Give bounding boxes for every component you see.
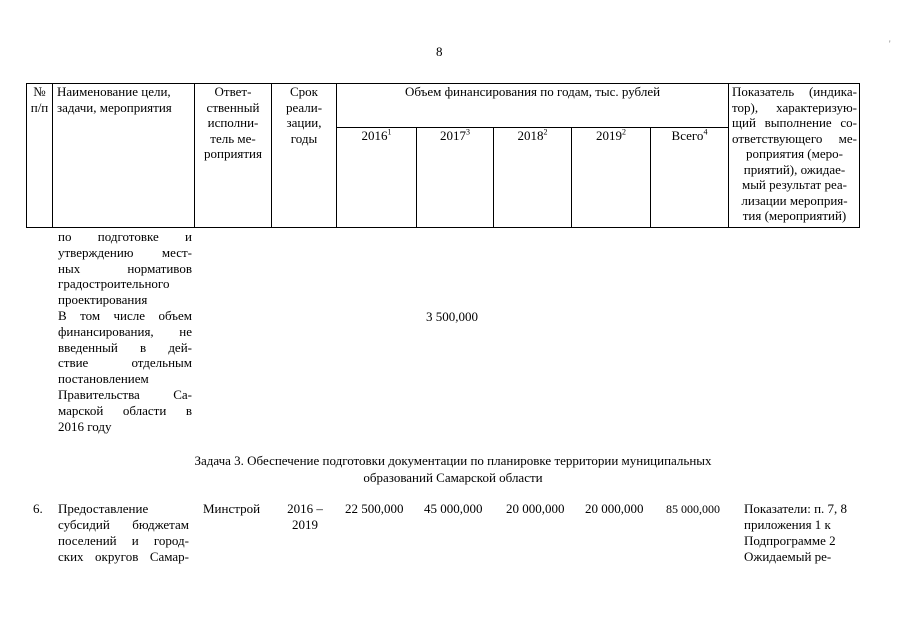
row6-num: 6. <box>33 501 43 516</box>
row6-2016: 22 500,000 <box>345 501 404 516</box>
row6-2019: 20 000,000 <box>585 501 644 516</box>
header-num-line: п/п <box>30 99 49 115</box>
year-label: 2019 <box>596 128 622 143</box>
header-indicator-line: приятий), ожидае- <box>743 161 846 177</box>
row6-indicator-line: Ожидаемый ре- <box>744 549 832 564</box>
row6-indicator <box>744 501 874 565</box>
header-term <box>272 84 337 228</box>
row6-total: 85 000,000 <box>666 502 720 516</box>
header-indicator-line: ответствующего ме- <box>732 130 857 146</box>
header-executor-line: ственный <box>206 99 260 115</box>
row6-desc-line: субсидий бюджетам <box>58 517 189 532</box>
row6-desc-line: поселений и город- <box>58 533 189 548</box>
continuation-line: В том числе объем <box>58 307 192 323</box>
row6-2017: 45 000,000 <box>424 501 483 516</box>
continuation-line: финансирования, не <box>58 323 192 339</box>
header-num <box>27 84 53 228</box>
header-year-2016 <box>337 128 417 228</box>
row6-indicator-line: Показатели: п. 7, 8 <box>744 501 848 516</box>
year-footnote: 1 <box>387 127 392 137</box>
header-term-line: реали- <box>285 99 323 115</box>
year-label: 2018 <box>517 128 544 143</box>
continuation-line: марской области в <box>58 402 192 418</box>
header-indicator-line: лизации мероприя- <box>741 192 848 208</box>
header-name <box>53 84 195 228</box>
header-term-line: зации, <box>286 115 322 130</box>
row6-desc <box>58 501 189 565</box>
continuation-line: введенный в дей- <box>58 339 192 355</box>
continuation-line: проектирования <box>58 292 148 308</box>
row6-desc-line: ских округов Самар- <box>58 549 189 564</box>
continuation-line: ных нормативов <box>58 260 192 276</box>
header-indicator-line: тор), характеризую- <box>732 99 857 115</box>
row6-indicator-line: приложения 1 к <box>744 517 831 532</box>
year-label: 2017 <box>440 128 466 143</box>
header-term-line: годы <box>290 130 318 146</box>
row6-term-line: 2016 – <box>287 501 323 516</box>
task-heading <box>160 452 746 486</box>
continuation-line: утверждению мест- <box>58 244 192 260</box>
year-footnote: 4 <box>703 127 708 137</box>
year-footnote: 3 <box>466 127 470 137</box>
year-label: 2016 <box>361 128 388 143</box>
row6-desc-line: Предоставление <box>58 501 149 516</box>
continuation-line: Правительства Са- <box>58 386 192 402</box>
header-funding <box>337 84 729 128</box>
year-label: Всего <box>671 128 704 143</box>
header-table <box>26 83 860 228</box>
row6-indicator-line: Подпрограмме 2 <box>744 533 836 548</box>
row6-2018: 20 000,000 <box>506 501 565 516</box>
continuation-amount: 3 500,000 <box>426 309 478 324</box>
task-heading-line: Задача 3. Обеспечение подготовки документации по планировке территории муниципальных <box>194 453 712 468</box>
header-executor-line: Ответ- <box>214 84 252 99</box>
continuation-line: по подготовке и <box>58 229 192 244</box>
row6-term <box>280 501 330 533</box>
year-footnote: 2 <box>543 127 548 137</box>
page-number: 8 <box>436 44 443 59</box>
continuation-line: ствие отдельным <box>58 355 192 371</box>
header-indicator-line: Показатель (индика- <box>732 84 857 99</box>
corner-mark: ' <box>889 39 891 49</box>
header-name-line: Наименование цели, <box>57 84 171 99</box>
header-executor-line: исполни- <box>207 115 259 130</box>
row6-executor: Минстрой <box>203 501 261 516</box>
continuation-text <box>58 229 192 434</box>
header-executor-line: роприятия <box>203 146 262 161</box>
header-funding-title: Объем финансирования по годам, тыс. рублей <box>404 84 661 99</box>
header-name-line: задачи, мероприятия <box>57 99 172 115</box>
header-indicator <box>729 84 860 228</box>
header-executor <box>195 84 272 228</box>
header-total <box>651 128 729 228</box>
header-num-line: № <box>33 84 46 99</box>
header-year-2017 <box>417 128 494 228</box>
header-term-line: Срок <box>290 84 318 99</box>
header-year-2018 <box>494 128 572 228</box>
year-footnote: 2 <box>622 127 626 137</box>
header-indicator-line: мый результат реа- <box>741 177 848 192</box>
continuation-line: 2016 году <box>58 418 112 434</box>
header-indicator-line: тия (мероприятий) <box>742 208 847 223</box>
row6-term-line: 2019 <box>292 517 318 532</box>
continuation-line: градостроительного <box>58 276 170 292</box>
continuation-line: постановлением <box>58 371 149 387</box>
header-indicator-line: роприятия (меро- <box>746 146 843 161</box>
header-year-2019 <box>572 128 651 228</box>
header-indicator-line: щий выполнение со- <box>732 115 857 130</box>
header-executor-line: тель ме- <box>210 130 256 146</box>
task-heading-line: образований Самарской области <box>363 470 543 485</box>
